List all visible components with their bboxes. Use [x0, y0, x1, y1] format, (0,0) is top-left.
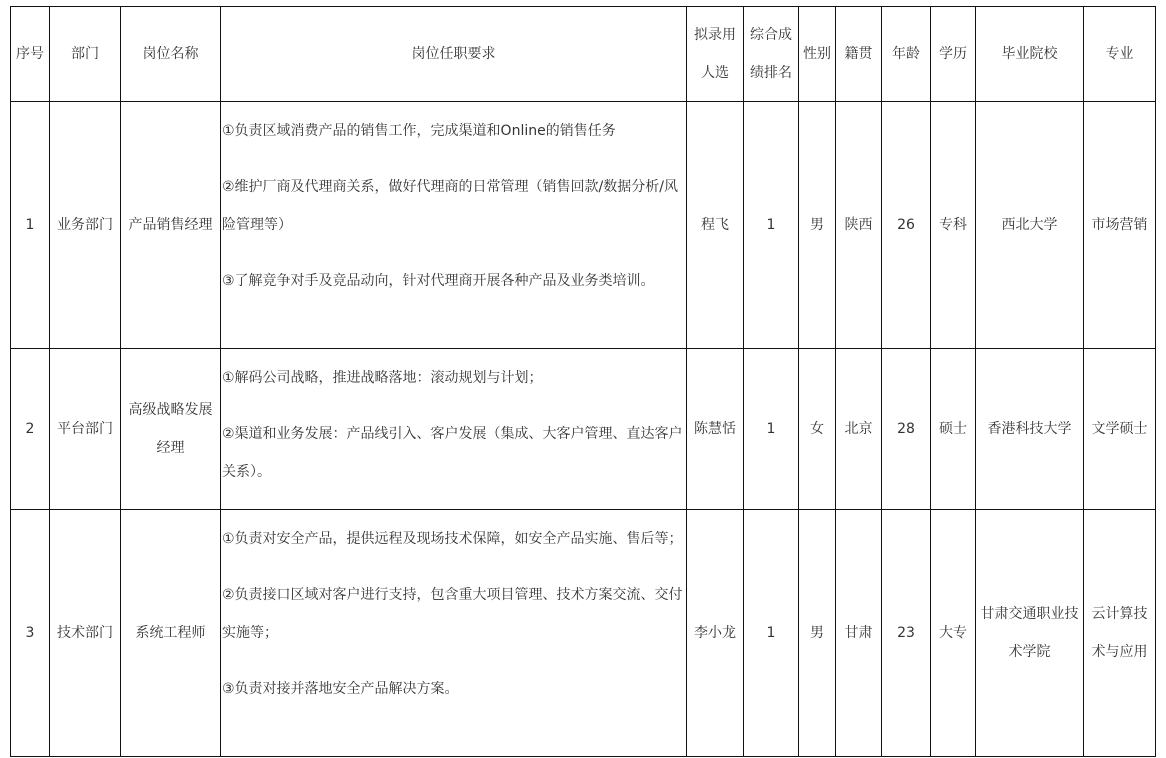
cell-gender: 男: [799, 102, 836, 349]
requirement-item: ②维护厂商及代理商关系，做好代理商的日常管理（销售回款/数据分析/风险管理等）: [222, 179, 678, 233]
cell-major: 市场营销: [1084, 102, 1156, 349]
cell-rank: 1: [744, 102, 799, 349]
table-row: [11, 102, 1156, 349]
header-education: 学历: [931, 7, 976, 102]
cell-position: 高级战略发展经理: [121, 349, 221, 510]
cell-no: 2: [11, 349, 50, 510]
cell-education: 大专: [931, 510, 976, 757]
recruitment-table: [10, 6, 1156, 757]
header-school: 毕业院校: [976, 7, 1084, 102]
requirement-item: ②负责接口区域对客户进行支持，包含重大项目管理、技术方案交流、交付实施等；: [222, 587, 683, 641]
cell-education: 硕士: [931, 349, 976, 510]
header-major: 专业: [1084, 7, 1156, 102]
cell-dept: 业务部门: [50, 102, 121, 349]
header-age: 年龄: [882, 7, 931, 102]
cell-age: 23: [882, 510, 931, 757]
table-row: [11, 510, 1156, 757]
requirement-item: ③负责对接并落地安全产品解决方案。: [222, 681, 459, 697]
header-gender: 性别: [799, 7, 836, 102]
cell-rank: 1: [744, 510, 799, 757]
header-requirements: 岗位任职要求: [221, 7, 687, 102]
header-row: [11, 7, 1156, 102]
header-position: 岗位名称: [121, 7, 221, 102]
requirement-item: ①负责对安全产品，提供远程及现场技术保障，如安全产品实施、售后等；: [222, 531, 683, 547]
header-no: 序号: [11, 7, 50, 102]
cell-gender: 女: [799, 349, 836, 510]
header-candidate: 拟录用人选: [687, 7, 744, 102]
cell-requirements: [221, 349, 687, 510]
cell-position: 产品销售经理: [121, 102, 221, 349]
header-dept: 部门: [50, 7, 121, 102]
table-row: [11, 349, 1156, 510]
cell-dept: 技术部门: [50, 510, 121, 757]
requirement-item: ①负责区域消费产品的销售工作，完成渠道和Online的销售任务: [222, 123, 616, 139]
cell-age: 26: [882, 102, 931, 349]
requirement-item: ②渠道和业务发展：产品线引入、客户发展（集成、大客户管理、直达客户关系）。: [222, 426, 683, 480]
cell-origin: 北京: [836, 349, 882, 510]
cell-dept: 平台部门: [50, 349, 121, 510]
cell-major: 云计算技术与应用: [1084, 510, 1156, 757]
cell-school: 西北大学: [976, 102, 1084, 349]
cell-candidate: 程飞: [687, 102, 744, 349]
cell-position: 系统工程师: [121, 510, 221, 757]
cell-no: 3: [11, 510, 50, 757]
cell-school: 甘肃交通职业技术学院: [976, 510, 1084, 757]
cell-rank: 1: [744, 349, 799, 510]
cell-candidate: 陈慧恬: [687, 349, 744, 510]
cell-school: 香港科技大学: [976, 349, 1084, 510]
cell-age: 28: [882, 349, 931, 510]
cell-education: 专科: [931, 102, 976, 349]
cell-requirements: [221, 102, 687, 349]
header-rank: 综合成绩排名: [744, 7, 799, 102]
requirement-item: ①解码公司战略，推进战略落地：滚动规划与计划；: [222, 370, 543, 386]
cell-gender: 男: [799, 510, 836, 757]
cell-major: 文学硕士: [1084, 349, 1156, 510]
cell-origin: 甘肃: [836, 510, 882, 757]
cell-no: 1: [11, 102, 50, 349]
cell-candidate: 李小龙: [687, 510, 744, 757]
cell-requirements: [221, 510, 687, 757]
cell-origin: 陕西: [836, 102, 882, 349]
requirement-item: ③了解竞争对手及竞品动向，针对代理商开展各种产品及业务类培训。: [222, 273, 655, 289]
header-origin: 籍贯: [836, 7, 882, 102]
